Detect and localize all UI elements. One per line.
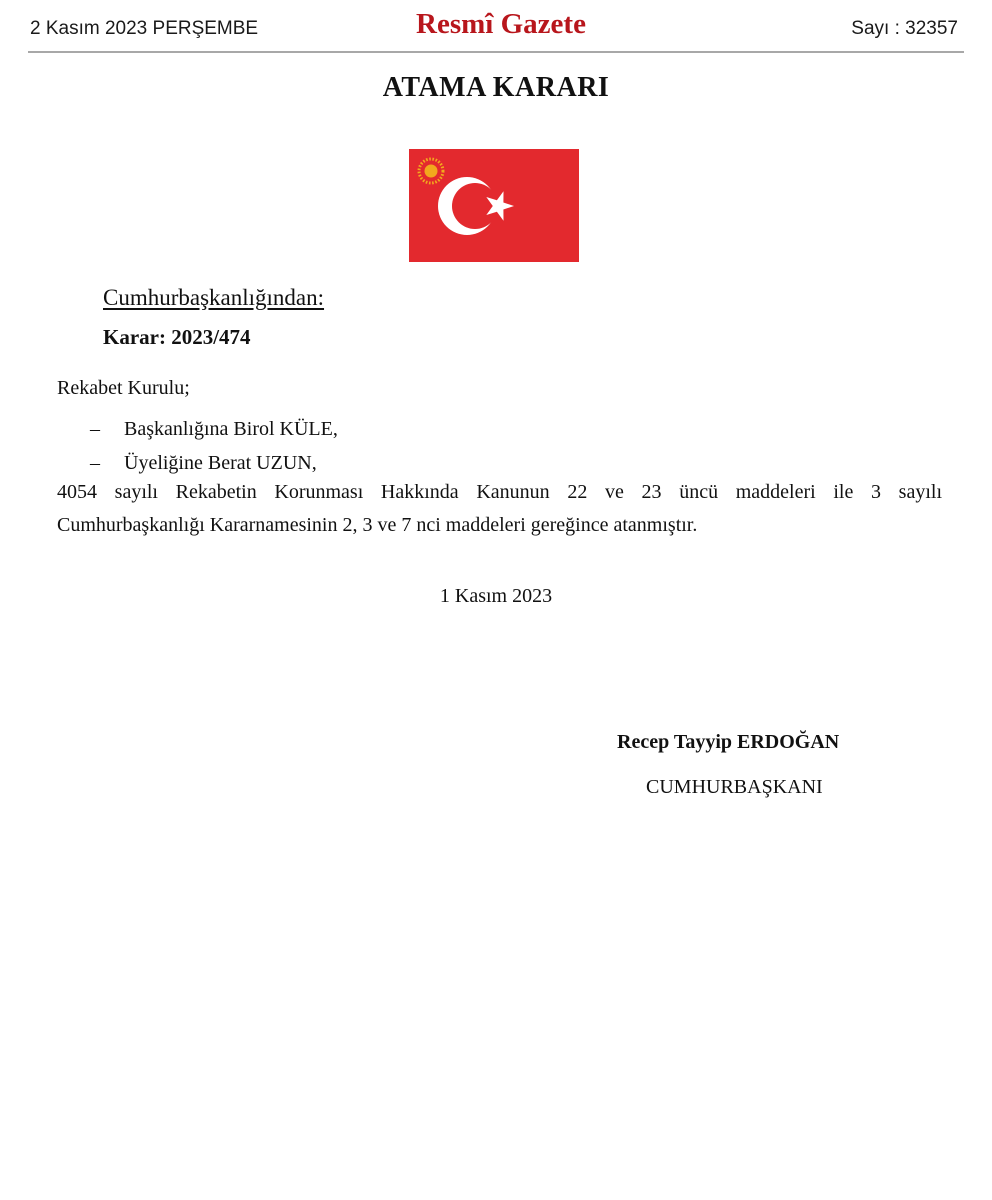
document-title: ATAMA KARARI (382, 72, 610, 103)
paragraph-line: 4054 sayılı Rekabetin Korunması Hakkında Kanunun 22 ve 23 üncü maddeleri ile 3 sayılı (57, 481, 942, 503)
legal-basis-paragraph (57, 476, 942, 542)
list-dash: – (90, 452, 100, 474)
signer-title: CUMHURBAŞKANI (646, 776, 823, 798)
crescent-inner (452, 183, 498, 229)
list-item (90, 446, 338, 480)
paragraph-line: Cumhurbaşkanlığı Kararnamesinin 2, 3 ve 7 nci maddeleri gereğince atanmıştır. (57, 514, 698, 536)
publication-name: Resmî Gazete (416, 8, 586, 40)
decision-number: Karar: 2023/474 (103, 325, 251, 349)
appointment-text: Başkanlığına Birol KÜLE, (124, 418, 338, 440)
list-dash: – (90, 418, 100, 440)
signature-date: 1 Kasım 2023 (439, 585, 553, 607)
header-date: 2 Kasım 2023 PERŞEMBE (30, 18, 259, 39)
signer-name: Recep Tayyip ERDOĞAN (617, 731, 840, 753)
list-item (90, 412, 338, 446)
issue-number: Sayı : 32357 (851, 18, 958, 39)
board-name: Rekabet Kurulu; (57, 377, 190, 399)
issuer: Cumhurbaşkanlığından: (103, 285, 325, 310)
header-divider (28, 51, 964, 53)
appointment-list (90, 412, 338, 480)
appointment-text: Üyeliğine Berat UZUN, (124, 452, 317, 474)
turkish-flag-emblem (409, 149, 579, 262)
